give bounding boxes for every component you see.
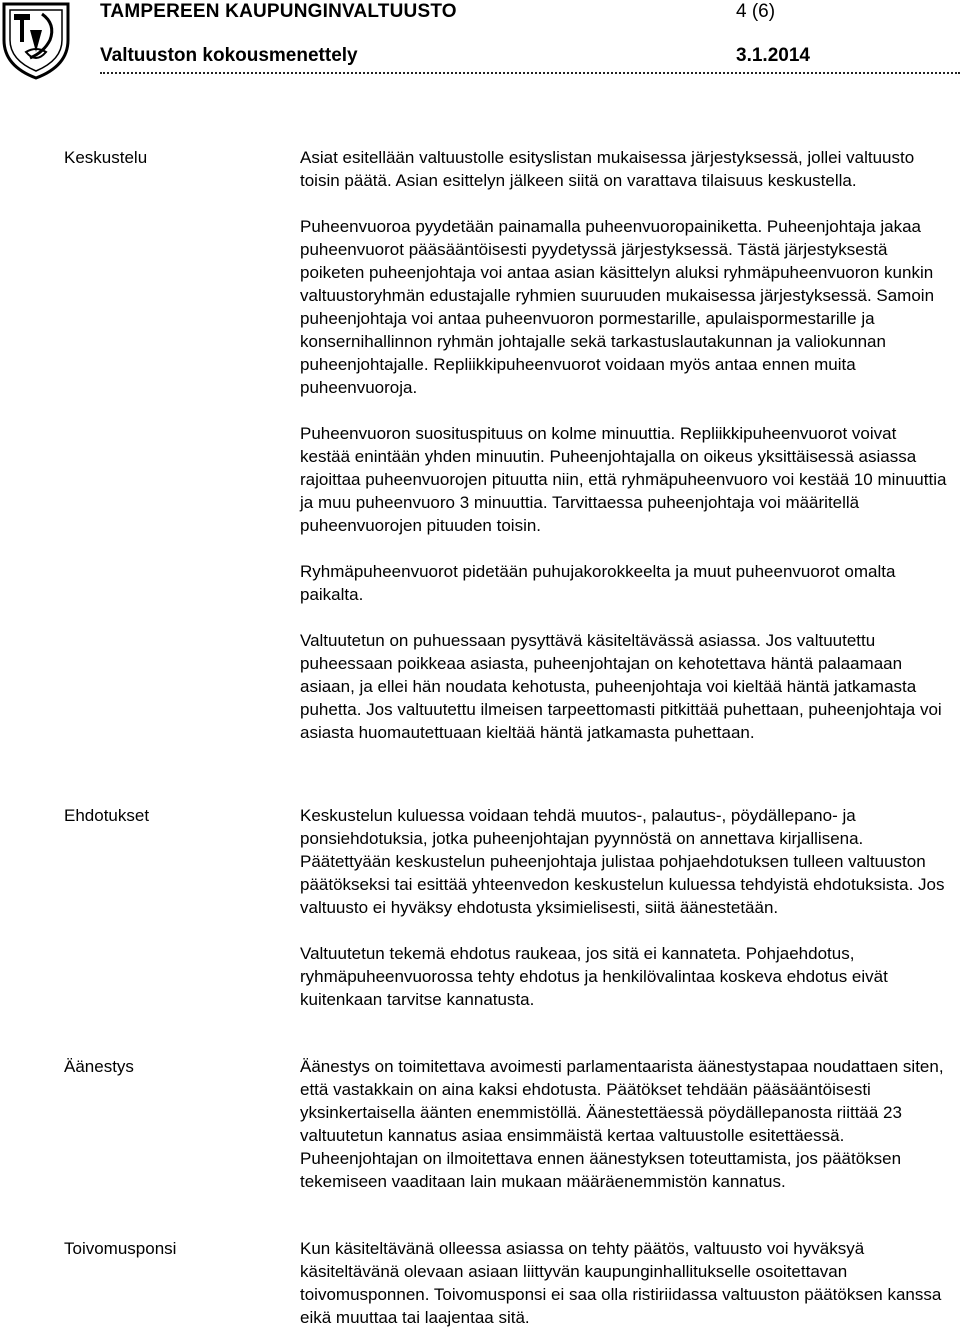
paragraph: Keskustelun kuluessa voidaan tehdä muutos-, palautus-, pöydällepano- ja ponsiehdotuksia, jotka puheenjohtajan pyynnöstä on annettava kirjallisena. Päätettyään keskustelun puheenjohtaja julistaa pohjaehdotuksen tulleen valtuuston päätökseksi tai esittää yhteenvedon keskustelun kuluessa tehdyistä ehdotuksista. Jos valtuusto ei hyväksy ehdotusta yksimielisesti, siitä äänestetään.: [300, 806, 945, 917]
header-divider: [100, 72, 960, 74]
document-date: 3.1.2014: [736, 45, 810, 66]
paragraph: Valtuutetun on puhuessaan pysyttävä käsiteltävässä asiassa. Jos valtuutettu puheessaan poikkeaa asiasta, puheenjohtajan on kehotettava häntä palaamaan asiaan, ja ellei hän noudata kehotusta, puheenjohtaja voi kieltää häntä jatkamasta puhetta. Jos valtuutettu ilmeisen tarpeettomasti pitkittää puhettaan, puheenjohtaja voi asiasta huomautettuaan kieltää häntä jatkamasta puhettaan.: [300, 631, 942, 742]
section-body: [300, 1237, 948, 1329]
paragraph: Puheenvuoroa pyydetään painamalla puheenvuoropainiketta. Puheenjohtaja jakaa puheenvuorot pääsääntöisesti pyydetyssä järjestyksessä. Tästä järjestyksestä poiketen puheenjohtaja voi antaa asian käsittelyn aluksi ryhmäpuheenvuoron kunkin valtuustoryhmän edustajalle ryhmien suuruuden mukaisessa järjestyksessä. Samoin puheenjohtaja voi antaa puheenvuoron pormestarille, apulaispormestarille ja konsernihallinnon ryhmän johtajalle sekä tarkastuslautakunnan ja valiokunnan puheenjohtajalle. Repliikkipuheenvuorot voidaan myös antaa ennen muita puheenvuoroja.: [300, 217, 935, 397]
document-title: TAMPEREEN KAUPUNGINVALTUUSTO: [100, 1, 457, 22]
page-number: 4 (6): [736, 1, 776, 22]
tampere-coat-of-arms-icon: [0, 0, 72, 80]
paragraph: Ryhmäpuheenvuorot pidetään puhujakorokkeelta ja muut puheenvuorot omalta paikalta.: [300, 562, 896, 604]
section-body: [300, 1055, 948, 1193]
section-label: Toivomusponsi: [64, 1239, 177, 1258]
section-label: Keskustelu: [64, 148, 148, 167]
document-subtitle: Valtuuston kokousmenettely: [100, 45, 358, 66]
section-label: Äänestys: [64, 1057, 134, 1076]
section-body: [300, 146, 948, 744]
paragraph: Asiat esitellään valtuustolle esityslistan mukaisessa järjestyksessä, jollei valtuusto toisin päätä. Asian esittelyn jälkeen siitä on varattava tilaisuus keskustella.: [300, 148, 915, 190]
section-body: [300, 804, 948, 1011]
paragraph: Valtuutetun tekemä ehdotus raukeaa, jos sitä ei kannateta. Pohjaehdotus, ryhmäpuheenvuorossa tehty ehdotus ja henkilövalintaa koskeva ehdotus eivät kuitenkaan tarvitse kannatusta.: [300, 944, 888, 1009]
paragraph: Kun käsiteltävänä olleessa asiassa on tehty päätös, valtuusto voi hyväksyä käsiteltävänä olevaan asiaan liittyvän kaupunginhallitukselle osoitettavan toivomusponnen. Toivomusponsi ei saa olla ristiriidassa valtuuston päätöksen kanssa eikä muuttaa tai laajentaa sitä.: [300, 1239, 942, 1327]
paragraph: Äänestys on toimitettava avoimesti parlamentaarista äänestystapaa noudattaen siten, että vastakkain on aina kaksi ehdotusta. Päätökset tehdään pääsääntöisesti yksinkertaisella äänten enemmistöllä. Äänestettäessä pöydällepanosta riittää 23 valtuutetun kannatus asiaa ensimmäistä kertaa valtuustolle esitettäessä. Puheenjohtajan on ilmoitettava ennen äänestyksen toteuttamista, jos päätöksen tekemiseen vaaditaan lain mukaan määräenemmistön kannatus.: [300, 1057, 944, 1191]
section-label: Ehdotukset: [64, 806, 150, 825]
paragraph: Puheenvuoron suosituspituus on kolme minuuttia. Repliikkipuheenvuorot voivat kestää enintään yhden minuutin. Puheenjohtajalla on oikeus yksittäisessä asiassa rajoittaa puheenvuorojen pituutta niin, että ryhmäpuheenvuoro voi kestää 10 minuuttia ja muu puheenvuoro 3 minuuttia. Tarvittaessa puheenjohtaja voi määritellä puheenvuorojen pituuden toisin.: [300, 424, 947, 535]
